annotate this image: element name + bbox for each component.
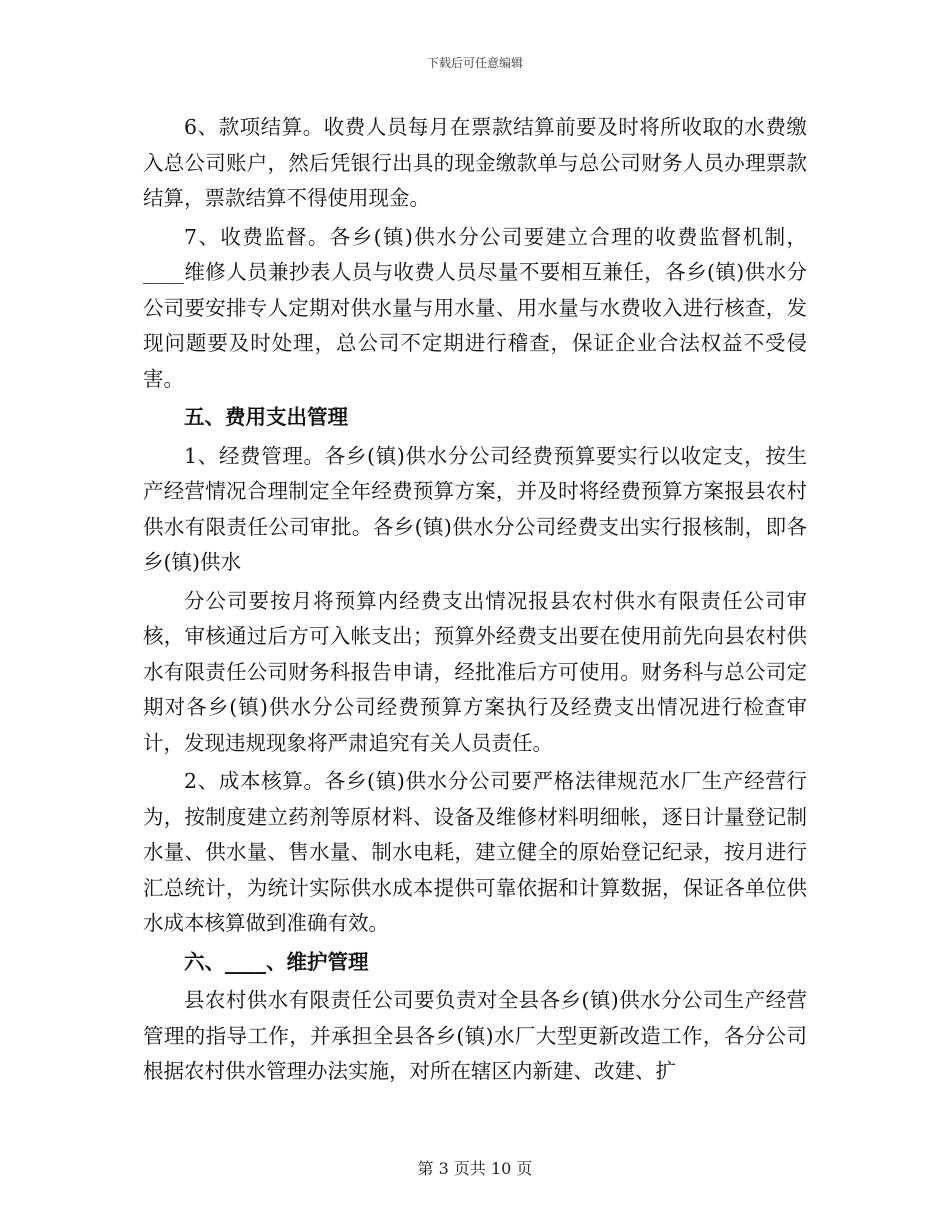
paragraph-funding-approval: 分公司要按月将预算内经费支出情况报县农村供水有限责任公司审核，审核通过后方可入帐支出；预算外经费支出要在使用前先向县农村供水有限责任公司财务科报告申请，经批准后方可使用。财务科与总公司定期对各乡(镇)供水分公司经费预算方案执行及经费支出情况进行检查审计，发现违规现象将严肃追究有关人员责任。 [143, 588, 807, 755]
document-body [143, 110, 807, 1093]
paragraph-payment-settlement: 6、款项结算。收费人员每月在票款结算前要及时将所收取的水费缴入总公司账户，然后凭银行出具的现金缴款单与总公司财务人员办理票款结算，票款结算不得使用现金。 [143, 115, 807, 210]
page-footer: 第 3 页共 10 页 [417, 1159, 533, 1178]
paragraph-funding-management: 1、经费管理。各乡(镇)供水分公司经费预算要实行以收定支，按生产经营情况合理制定全年经费预算方案，并及时将经费预算方案报县农村供水有限责任公司审批。各乡(镇)供水分公司经费支出实行报核制，即各乡(镇)供水 [143, 443, 807, 574]
paragraph-maintenance-guidance: 县农村供水有限责任公司要负责对全县各乡(镇)供水分公司生产经营管理的指导工作，并承担全县各乡(镇)水厂大型更新改造工作，各分公司根据农村供水管理办法实施，对所在辖区内新建、改建、扩 [143, 988, 807, 1083]
section-heading-expense-management: 五、费用支出管理 [184, 405, 348, 429]
section-heading-maintenance-management: 六、____、维护管理 [184, 949, 369, 974]
paragraph-fee-supervision: 7、收费监督。各乡(镇)供水分公司要建立合理的收费监督机制，____维修人员兼抄表人员与收费人员尽量不要相互兼任，各乡(镇)供水分公司要安排专人定期对供水量与用水量、用水量与水费收入进行核查，发现问题要及时处理，总公司不定期进行稽查，保证企业合法权益不受侵害。 [143, 224, 807, 391]
paragraph-cost-accounting: 2、成本核算。各乡(镇)供水分公司要严格法律规范水厂生产经营行为，按制度建立药剂等原材料、设备及维修材料明细帐，逐日计量登记制水量、供水量、售水量、制水电耗，建立健全的原始登记纪录，按月进行汇总统计，为统计实际供水成本提供可靠依据和计算数据，保证各单位供水成本核算做到准确有效。 [143, 769, 807, 935]
page-header: 下载后可任意编辑 [426, 56, 523, 70]
